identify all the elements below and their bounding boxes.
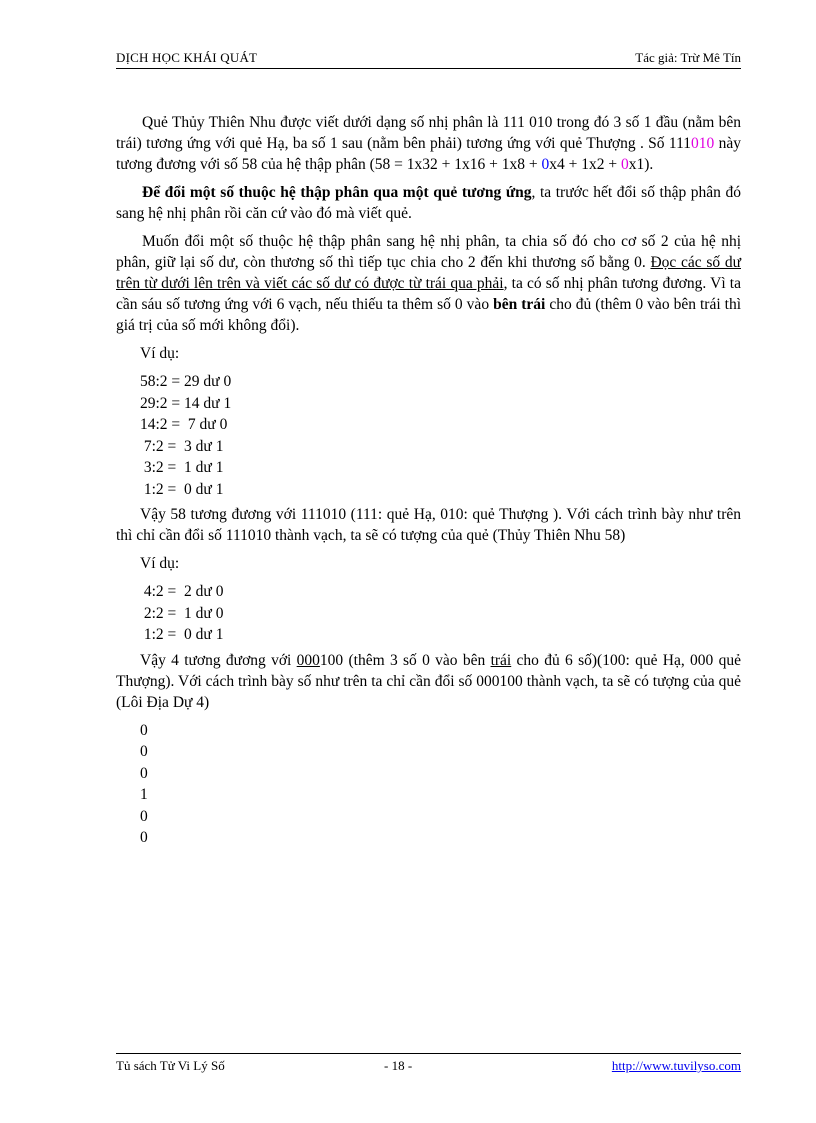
example-label: Ví dụ: bbox=[140, 345, 180, 362]
text-span: Quẻ Thủy Thiên Nhu được viết dưới dạng số nhị phân là 111 010 trong đó 3 số 1 đầu (nằm bên trái) tương ứng với quẻ Hạ, ba số 1 sau (nằm bên phải) tương ứng với quẻ Thượng . Số 111 bbox=[116, 114, 741, 152]
text-span: cho đủ 6 số)(100: quẻ Hạ, 000 quẻ Thượng). Với cách trình bày số như trên ta chỉ cần đổi số 000100 thành vạch, ta sẽ có tượng của quẻ (Lôi Địa Dự 4) bbox=[116, 651, 741, 711]
division-line: 4:2 = 2 dư 0 bbox=[140, 583, 224, 600]
division-list-4 bbox=[116, 581, 741, 646]
division-list-58 bbox=[116, 371, 741, 500]
text-span: 100 (thêm 3 số 0 vào bên bbox=[319, 651, 491, 669]
underlined-text: 000 bbox=[296, 651, 320, 669]
paragraph-thuy-thien-nhu bbox=[116, 112, 741, 175]
division-line: 2:2 = 1 dư 0 bbox=[140, 604, 224, 622]
header-author: Tác giả: Trừ Mê Tín bbox=[635, 50, 741, 65]
division-line: 1:2 = 0 dư 1 bbox=[140, 480, 224, 498]
highlight-digit: 0 bbox=[691, 135, 699, 152]
text-span: Muốn đổi một số thuộc hệ thập phân sang hệ nhị phân, ta chia số đó cho cơ số 2 của hệ nhị phân, giữ lại số dư, còn thương số thì tiếp tục chia cho 2 đến khi thương số bằng 0. bbox=[116, 233, 741, 271]
text-span: này tương đương với số 58 của hệ thập phân (58 = 1x32 + 1x16 + 1x8 + bbox=[116, 135, 741, 173]
text-span: , ta có số nhị phân tương đương. Vì ta cần sáu số tương ứng với 6 vạch, nếu thiếu ta thêm số 0 vào bbox=[116, 275, 741, 313]
text-span: cho đủ (thêm 0 vào bên trái thì giá trị của số mới không đổi). bbox=[116, 296, 742, 334]
division-line: 14:2 = 7 dư 0 bbox=[140, 416, 228, 433]
highlight-digit: 0 bbox=[620, 156, 629, 173]
binary-digit: 1 bbox=[140, 786, 148, 803]
binary-digit: 0 bbox=[140, 721, 148, 739]
paragraph-result-58: Vậy 58 tương đương với 111010 (111: quẻ Hạ, 010: quẻ Thượng ). Với cách trình bày như trên thì chỉ cần đổi số 111010 thành vạch, ta sẽ có tượng của quẻ (Thủy Thiên Nhu 58) bbox=[116, 506, 741, 544]
paragraph-method bbox=[116, 231, 741, 336]
page-header bbox=[116, 50, 741, 69]
footer-series-name: Tủ sách Tử Vi Lý Số bbox=[116, 1058, 225, 1073]
header-book-title: DỊCH HỌC KHÁI QUÁT bbox=[116, 50, 258, 65]
bold-heading-text: Để đổi một số thuộc hệ thập phân qua một quẻ tương ứng bbox=[142, 184, 532, 201]
binary-digit: 0 bbox=[140, 829, 148, 846]
underlined-text: trái bbox=[490, 651, 512, 669]
highlight-digit: 0 bbox=[706, 135, 715, 152]
underlined-text: Đọc các số dư trên từ dưới lên trên và viết các số dư có được từ trái qua phải bbox=[116, 254, 741, 292]
paragraph-result-4 bbox=[116, 650, 741, 713]
paragraph-convert-intro bbox=[116, 182, 741, 224]
binary-digit: 0 bbox=[140, 807, 148, 825]
division-line: 7:2 = 3 dư 1 bbox=[140, 437, 224, 455]
division-line: 3:2 = 1 dư 1 bbox=[140, 459, 224, 476]
binary-digit-column bbox=[116, 720, 741, 849]
page-number: - 18 - bbox=[384, 1058, 413, 1073]
page-footer bbox=[116, 1053, 741, 1073]
division-line: 58:2 = 29 dư 0 bbox=[140, 373, 232, 390]
binary-digit: 0 bbox=[140, 764, 148, 782]
binary-digit: 0 bbox=[140, 743, 148, 760]
text-span: x1). bbox=[628, 156, 654, 173]
division-line: 1:2 = 0 dư 1 bbox=[140, 626, 224, 643]
example-label-2: Ví dụ: bbox=[140, 555, 180, 572]
division-line: 29:2 = 14 dư 1 bbox=[140, 394, 232, 412]
text-span: x4 + 1x2 + bbox=[549, 156, 621, 173]
highlight-digit: 0 bbox=[541, 156, 550, 173]
highlight-digit: 1 bbox=[698, 135, 707, 152]
text-span: , ta trước hết đổi số thập phân đó sang hệ nhị phân rồi căn cứ vào đó mà viết quẻ. bbox=[116, 184, 741, 222]
footer-website-link[interactable]: http://www.tuvilyso.com bbox=[611, 1058, 741, 1073]
page-body bbox=[116, 112, 741, 853]
bold-text: bên trái bbox=[493, 296, 546, 313]
text-span: Vậy 4 tương đương với bbox=[140, 651, 297, 669]
